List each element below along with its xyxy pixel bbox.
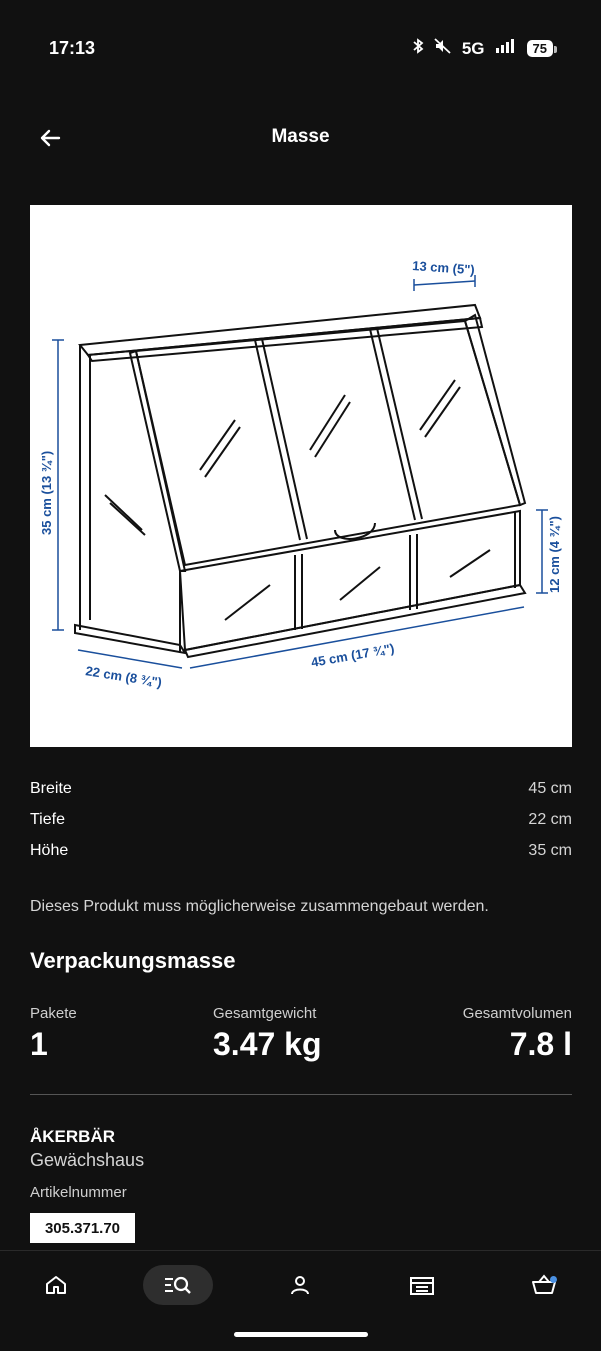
dimension-label: Tiefe xyxy=(30,811,65,828)
mute-icon xyxy=(434,38,452,59)
status-icons xyxy=(412,38,553,59)
packaging-title: Verpackungsmasse xyxy=(30,948,236,973)
packaging-value: 1 xyxy=(30,1026,48,1062)
diagram-label-width: 45 cm (17 ¾") xyxy=(309,640,396,670)
packaging-packages xyxy=(30,1005,77,1063)
product-name: ÅKERBÄR xyxy=(30,1127,115,1146)
dimension-value: 45 cm xyxy=(528,780,572,797)
diagram-label-depth: 22 cm (8 ¾") xyxy=(84,663,163,691)
assembly-note: Dieses Produkt muss möglicherweise zusammengebaut werden. xyxy=(30,898,489,915)
packaging-label: Pakete xyxy=(30,1005,77,1022)
article-number[interactable]: 305.371.70 xyxy=(30,1213,135,1243)
packaging-weight xyxy=(213,1005,322,1063)
dimension-value: 22 cm xyxy=(528,811,572,828)
packaging-label: Gesamtgewicht xyxy=(213,1005,317,1022)
status-time: 17:13 xyxy=(49,38,96,58)
home-icon xyxy=(44,1273,68,1297)
nav-home-button[interactable] xyxy=(36,1265,76,1305)
dimension-value: 35 cm xyxy=(528,842,572,859)
basket-notification-dot xyxy=(550,1276,557,1283)
signal-icon xyxy=(495,38,517,59)
nav-basket-button[interactable] xyxy=(524,1265,564,1305)
packaging-value: 3.47 kg xyxy=(213,1026,322,1062)
dimension-label: Breite xyxy=(30,780,72,797)
diagram-label-height: 35 cm (13 ¾") xyxy=(39,450,54,535)
diagram-label-drawer: 12 cm (4 ¾") xyxy=(547,516,562,593)
dimension-label: Höhe xyxy=(30,842,69,859)
battery-indicator: 75 xyxy=(527,40,553,57)
network-label: 5G xyxy=(461,38,485,58)
page-title: Masse xyxy=(271,126,330,147)
store-icon xyxy=(409,1273,435,1297)
nav-search-button[interactable] xyxy=(143,1265,213,1305)
top-bar xyxy=(0,112,601,162)
diagram-label-top: 13 cm (5") xyxy=(411,258,476,278)
product-dimension-diagram xyxy=(30,205,572,747)
article-number-label: Artikelnummer xyxy=(30,1184,127,1201)
section-divider xyxy=(30,1094,572,1095)
bluetooth-icon xyxy=(412,38,424,59)
dimensions-list xyxy=(30,780,572,873)
packaging-volume xyxy=(463,1005,572,1063)
profile-icon xyxy=(288,1273,312,1297)
product-type: Gewächshaus xyxy=(30,1150,145,1170)
packaging-label: Gesamtvolumen xyxy=(462,1005,572,1022)
packaging-value: 7.8 l xyxy=(509,1026,572,1062)
status-bar xyxy=(0,0,601,100)
packaging-info xyxy=(30,1005,572,1075)
nav-store-button[interactable] xyxy=(402,1265,442,1305)
search-icon xyxy=(163,1273,193,1297)
home-indicator xyxy=(234,1332,368,1337)
dimension-row-depth xyxy=(30,811,572,842)
nav-profile-button[interactable] xyxy=(280,1265,320,1305)
dimension-row-width xyxy=(30,780,572,811)
dimension-row-height xyxy=(30,842,572,873)
